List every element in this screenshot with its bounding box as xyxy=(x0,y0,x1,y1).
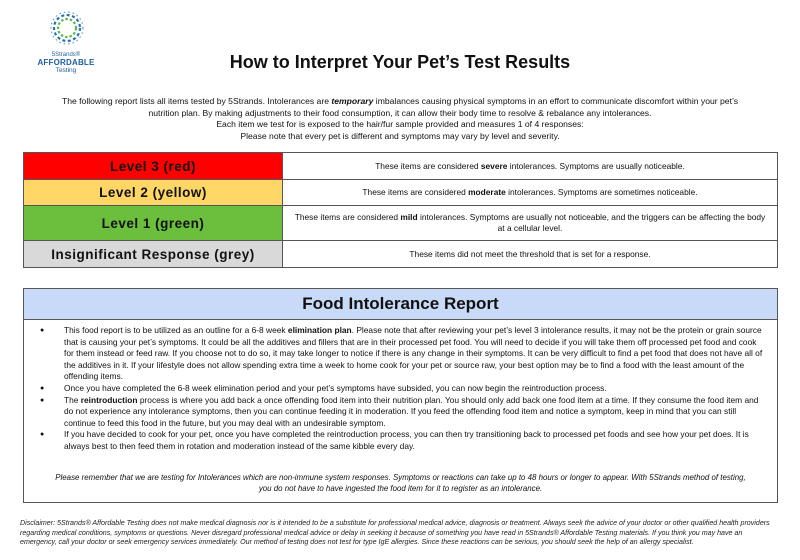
logo-affordable: AFFORDABLE xyxy=(37,58,95,67)
levels-table xyxy=(23,152,778,268)
dna-wreath-icon xyxy=(49,10,85,50)
level-row-grey xyxy=(24,241,778,268)
bullet-icon: ● xyxy=(40,384,45,392)
list-item: ● This food report is to be utilized as an outline for a 6-8 week elimination plan. Please note that after reviewing your pet’s level 3 intolerance results, it may not be the protein or grain source that is causing your pet’s symptoms. It could be all the additives and fillers that are in their processed pet food. You will need to decide if you will take them off processed pet food and cook for them instead or feed raw. If you choose not to do so, it may take longer to notice if there is any change in their symptoms. It can be very difficult to find a pet food that does not have all of the additives in it. If your lifestyle does not allow spending extra time a week to home cook for your pet or source raw, your best option may be to find a food with the least amount of the offending items. xyxy=(40,325,763,382)
list-item: ● If you have decided to cook for your pet, once you have completed the reintroduction process, you can then try transitioning back to processed pet foods and see how your pet does. It is always best to then feed them in rotation and moderation instead of the same kibble every day. xyxy=(40,429,749,451)
intro-text xyxy=(20,96,780,142)
level-description: These items are considered moderate intolerances. Symptoms are sometimes noticeable. xyxy=(283,180,778,206)
bullet-icon: ● xyxy=(40,431,45,439)
level-description: These items are considered mild intolerances. Symptoms are usually not noticeable, and the triggers can be affecting the body at a cellular level. xyxy=(283,206,778,241)
level-label: Level 1 (green) xyxy=(24,206,283,241)
bullet-icon: ● xyxy=(40,327,45,334)
level-description: These items did not meet the threshold that is set for a response. xyxy=(283,241,778,268)
list-item: ● The reintroduction process is where you add back a once offending food item into their nutrition plan. You should only add back one food item at a time. If they consume the food item and do not experience any intolerance symptoms, then you can continue feeding it in moderation. If you feed the offending food item and notice a symptom, keep in mind that you can still continue to feed this food in the future, but you may deal with an undesirable symptom. xyxy=(40,394,759,428)
intro-line-1: The following report lists all items tested by 5Strands. Intolerances are temporary imbalances causing physical symptoms in an effort to communicate discomfort within your pet’s xyxy=(61,96,739,106)
intro-line-3: Each item we test for is exposed to the hair/fur sample provided and measures 1 of 4 responses: xyxy=(216,119,584,129)
disclaimer: Disclaimer: 5Strands® Affordable Testing does not make medical diagnosis nor is it intended to be a substitute for professional medical advice, diagnosis or treatment. Always seek the advice of your doctor or other qualified health providers regarding medical conditions, symptoms or questions. Never disregard professional medical advice or delay in seeking it because of something you have read in 5Strands® Affordable Testing materials. If you think you may have an emergency, call your doctor or seek emergency services immediately. Our method of testing does not test for type IgE allergies. Since these reactions can be serious, you should seek the help of an allergy specialist. xyxy=(20,519,770,547)
intro-emphasis: temporary xyxy=(331,96,374,106)
page-title: How to Interpret Your Pet’s Test Results xyxy=(229,52,571,72)
level-description: These items are considered severe intolerances. Symptoms are usually noticeable. xyxy=(283,153,778,180)
bullet-icon: ● xyxy=(40,396,45,404)
level-row-red xyxy=(24,153,778,180)
level-label: Insignificant Response (grey) xyxy=(24,241,283,268)
intro-line-4: Please note that every pet is different and symptoms may vary by level and severity. xyxy=(240,130,560,141)
logo-testing: Testing xyxy=(55,67,77,74)
report-box xyxy=(23,288,778,503)
level-row-yellow xyxy=(24,180,778,206)
logo-brand: 5Strands® xyxy=(51,52,81,58)
level-row-green xyxy=(24,206,778,241)
intro-line-2: nutrition plan. By making adjustments to their food consumption, it can allow their body time to resolve & rebalance any intolerances. xyxy=(148,107,652,118)
list-item: ● Once you have completed the 6-8 week elimination period and your pet’s symptoms have subsided, you can now begin the reintroduction process. xyxy=(40,382,607,393)
remember-note: Please remember that we are testing for Intolerances which are non-immune system responses. Symptoms or reactions can take up to 48 hours or longer to appear. With 5Strands method of testing, you do not have to have ingested the food item for it to register as an intolerance. xyxy=(55,473,746,493)
report-title: Food Intolerance Report xyxy=(24,289,777,320)
level-label: Level 3 (red) xyxy=(24,153,283,180)
report-bullets xyxy=(24,320,777,453)
level-label: Level 2 (yellow) xyxy=(24,180,283,206)
